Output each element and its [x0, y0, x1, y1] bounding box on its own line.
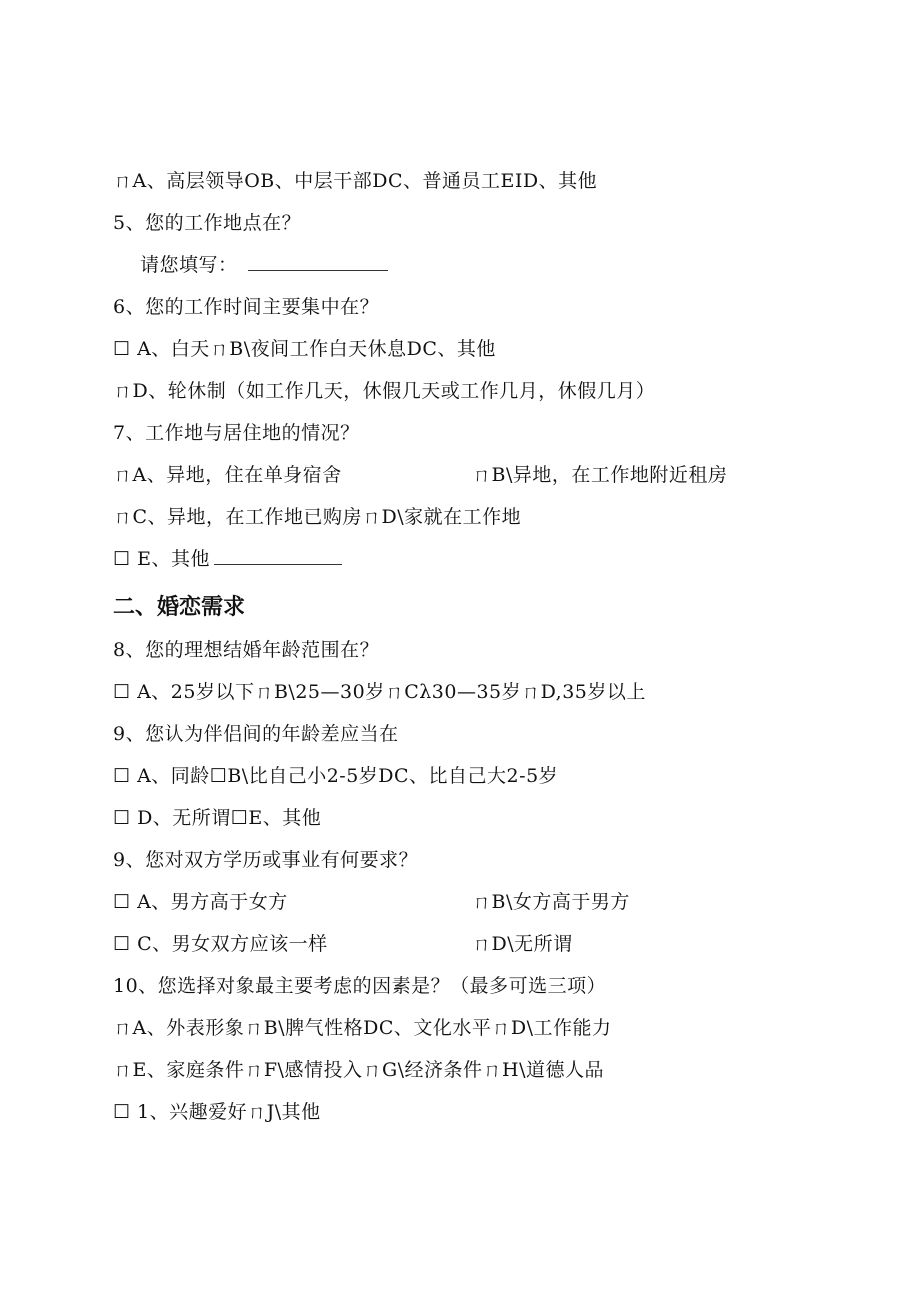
- q5-fill-label: 请您填写：: [140, 254, 238, 276]
- q7-other-blank[interactable]: [214, 546, 342, 565]
- section-heading-marriage: 二、婚恋需求: [113, 595, 246, 620]
- question-6: 6、您的工作时间主要集中在？: [113, 296, 380, 318]
- q7-options-row1: [113, 462, 728, 488]
- question-5: 5、您的工作地点在？: [113, 212, 302, 234]
- q6-options-a[interactable]: ☐ A、白天ㄇB\夜间工作白天休息DC、其他: [113, 338, 496, 360]
- question-9b: 9、您对双方学历或事业有何要求？: [113, 849, 419, 871]
- q9a-options-row2[interactable]: ☐ D、无所谓☐E、其他: [113, 807, 322, 829]
- q7-option-b[interactable]: ㄇB\异地，在工作地附近租房: [472, 464, 728, 486]
- question-9a: 9、您认为伴侣间的年龄差应当在: [113, 723, 399, 745]
- q7-option-e[interactable]: ☐ E、其他: [113, 548, 210, 570]
- question-7: 7、工作地与居住地的情况？: [113, 422, 360, 444]
- q9b-option-d[interactable]: ㄇD\无所谓: [472, 933, 573, 955]
- question-8: 8、您的理想结婚年龄范围在？: [113, 639, 380, 661]
- q9b-options-row2: [113, 931, 573, 957]
- q7-options-row2[interactable]: ㄇC、异地，在工作地已购房ㄇD\家就在工作地: [113, 506, 522, 528]
- q8-options[interactable]: ☐ A、25岁以下ㄇB\25—30岁ㄇCλ30—35岁ㄇD,35岁以上: [113, 681, 646, 703]
- q5-answer-blank[interactable]: [248, 252, 388, 271]
- q9b-option-b[interactable]: ㄇB\女方高于男方: [472, 891, 630, 913]
- q9a-options-row1[interactable]: ☐ A、同龄☐B\比自己小2-5岁DC、比自己大2-5岁: [113, 765, 559, 787]
- q5-fill-row: [140, 252, 388, 278]
- q7-option-e-row: [113, 546, 342, 572]
- q10-options-row2[interactable]: ㄇE、家庭条件ㄇF\感情投入ㄇG\经济条件ㄇH\道德人品: [113, 1059, 605, 1081]
- question-10: 10、您选择对象最主要考虑的因素是？（最多可选三项）: [113, 975, 607, 997]
- q4-options-line: ㄇA、高层领导OB、中层干部DC、普通员工EID、其他: [113, 170, 598, 192]
- q10-options-row3[interactable]: ☐ 1、兴趣爱好ㄇJ\其他: [113, 1101, 321, 1123]
- q7-option-a[interactable]: ㄇA、异地，住在单身宿舍: [113, 464, 342, 486]
- q9b-option-c[interactable]: ☐ C、男女双方应该一样: [113, 933, 328, 955]
- q9b-option-a[interactable]: ☐ A、男方高于女方: [113, 891, 288, 913]
- q10-options-row1[interactable]: ㄇA、外表形象ㄇB\脾气性格DC、文化水平ㄇD\工作能力: [113, 1017, 612, 1039]
- q6-options-d[interactable]: ㄇD、轮休制（如工作几天，休假几天或工作几月，休假几月）: [113, 380, 656, 402]
- q9b-options-row1: [113, 889, 630, 915]
